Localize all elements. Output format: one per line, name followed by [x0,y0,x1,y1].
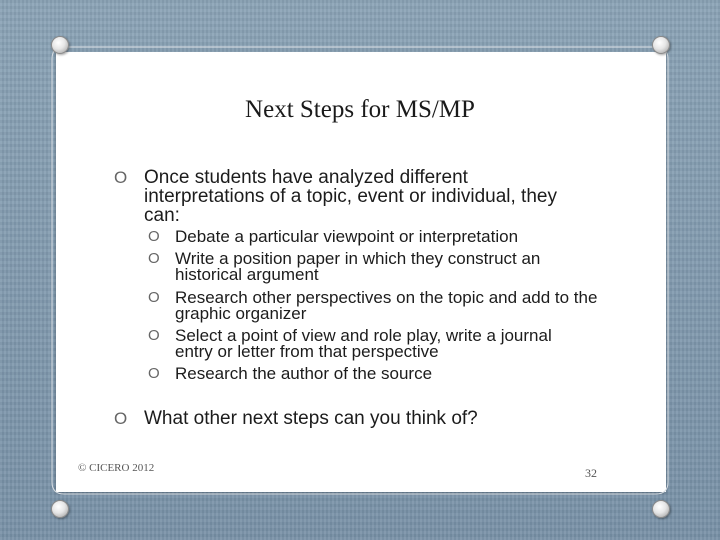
bullet-marker-icon: O [148,365,160,382]
bullet-item [114,168,584,225]
pushpin-bottom-left-icon [51,500,69,518]
bullet-marker-icon: O [148,289,160,306]
sub-bullet-item [148,366,598,382]
slide-number: 32 [585,466,597,480]
sub-bullet-item [148,229,598,245]
bullet-marker-icon: O [148,228,160,245]
sub-bullet-item [148,251,598,283]
sub-bullet-item [148,328,568,360]
sub-bullet-text: Select a point of view and role play, write a journal entry or letter from that perspective [175,326,552,361]
bullet-text: Once students have analyzed different interpretations of a topic, event or individual, they can: [144,167,557,226]
bullet-marker-icon: O [148,327,160,344]
bullet-marker-icon: O [114,168,128,187]
bullet-text: What other next steps can you think of? [144,408,478,429]
bullet-marker-icon: O [148,250,160,267]
sub-bullet-text: Debate a particular viewpoint or interpretation [175,227,519,246]
sub-bullet-text: Write a position paper in which they construct an historical argument [175,249,541,284]
sub-bullet-text: Research other perspectives on the topic and add to the graphic organizer [175,288,598,323]
slide-title: Next Steps for MS/MP [245,96,475,123]
sub-bullet-text: Research the author of the source [175,364,433,383]
footer-copyright: © CICERO 2012 [78,462,155,474]
bullet-marker-icon: O [114,409,128,428]
pushpin-top-right-icon [652,36,670,54]
pushpin-bottom-right-icon [652,500,670,518]
sub-bullet-item [148,290,598,322]
pushpin-top-left-icon [51,36,69,54]
bullet-item [114,409,584,428]
